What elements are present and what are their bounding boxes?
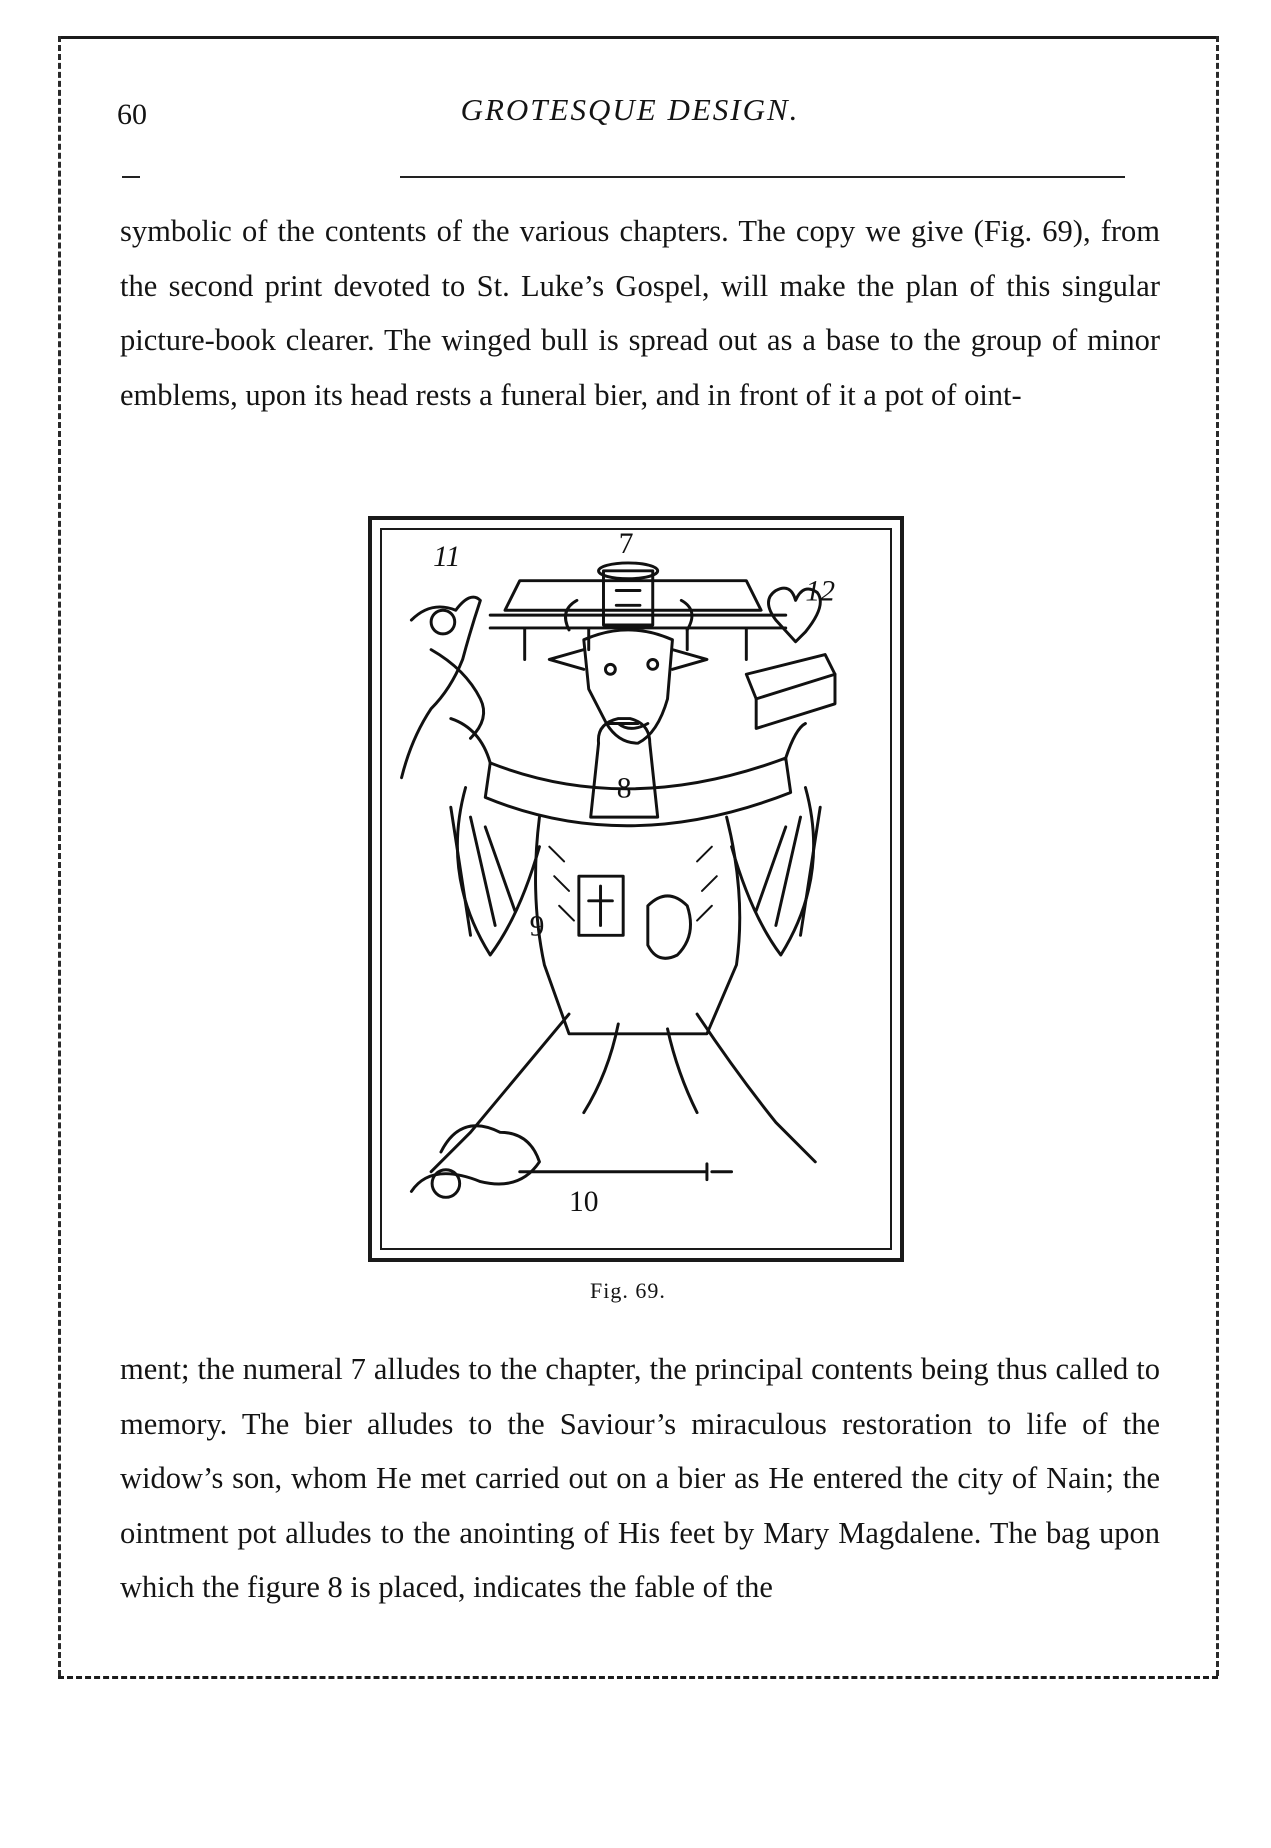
running-title: GROTESQUE DESIGN. bbox=[460, 92, 800, 127]
winged-bull-illustration bbox=[372, 520, 900, 1258]
numeral-8-label: 8 bbox=[616, 772, 632, 805]
page-frame-left bbox=[58, 36, 61, 1676]
page-frame-right bbox=[1216, 36, 1219, 1676]
body-paragraph-1: symbolic of the contents of the various chapters. The copy we give (Fig. 69), from the second print devoted to St. Luke’s Gospel, will make the plan of this singular picture-book clearer. The winged bull is spread out as a base to the group of minor emblems, upon its head rests a funeral bier, and in front of it a pot of oint- bbox=[120, 214, 1160, 412]
figure-caption: Fig. 69. bbox=[590, 1278, 666, 1303]
bull-head-drawing bbox=[549, 600, 707, 743]
body-paragraph-2: ment; the numeral 7 alludes to the chapter, the principal contents being thus called to memory. The bier alludes to the Saviour’s miraculous restoration to life of the widow’s son, whom He met carried out on a bier as He entered the city of Nain; the ointment pot alludes to the anointing of His feet by Mary Magdalene. The bag upon which the figure 8 is placed, indicates the fable of the bbox=[120, 1352, 1160, 1604]
numeral-12-label: 12 bbox=[805, 575, 835, 608]
cross-book-drawing bbox=[579, 876, 623, 935]
bier-drawing bbox=[490, 581, 786, 660]
header-rule-tick bbox=[122, 176, 140, 178]
sword-drawing bbox=[520, 1164, 732, 1180]
numeral-7-label: 7 bbox=[618, 528, 634, 561]
numeral-10-label: 10 bbox=[569, 1186, 599, 1219]
scroll-drawing bbox=[411, 1126, 539, 1192]
numeral-9-label: 9 bbox=[529, 910, 545, 943]
page-number: 60 bbox=[117, 98, 147, 131]
wings-drawing bbox=[451, 788, 820, 955]
legs-drawing bbox=[431, 1014, 815, 1172]
header-rule bbox=[400, 176, 1125, 178]
grotesque-face-drawing bbox=[648, 896, 691, 958]
page-frame-top bbox=[58, 36, 1218, 39]
page-frame-bottom bbox=[58, 1676, 1218, 1679]
devil-figure-drawing bbox=[402, 597, 484, 778]
numeral-11-label: 11 bbox=[433, 540, 461, 573]
cloth-band-drawing bbox=[485, 758, 790, 826]
figure-69-woodcut bbox=[368, 516, 904, 1262]
